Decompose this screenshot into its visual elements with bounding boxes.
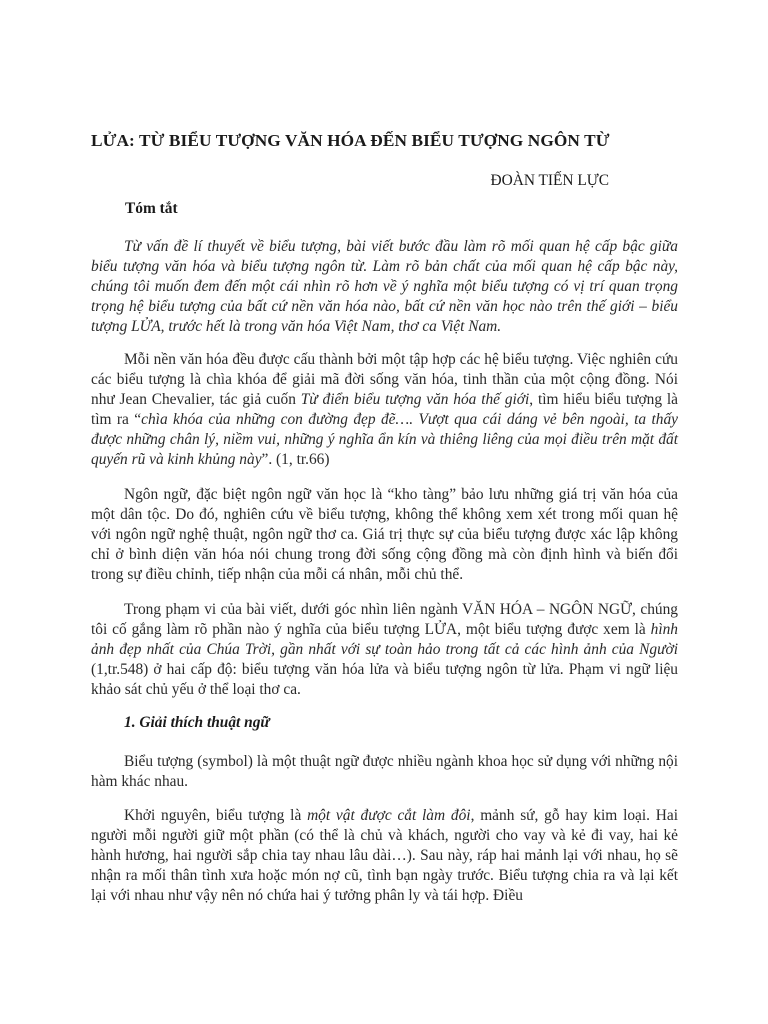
section-heading: 1. Giải thích thuật ngữ — [124, 714, 270, 731]
abstract-paragraph: Từ vấn đề lí thuyết về biểu tượng, bài viết bước đầu làm rõ mối quan hệ cấp bậc giữa biểu tượng văn hóa và biểu tượng ngôn từ. Làm rõ bản chất của mối quan hệ cấp bậc này, chúng tôi muốn đem đến một cái nhìn rõ hơn về ý nghĩa một biểu tượng có vị trí quan trọng trọng hệ biểu tượng của bất cứ nền văn hóa nào, bất cứ nền văn học nào trên thế giới – biểu tượng LỬA, trước hết là trong văn hóa Việt Nam, thơ ca Việt Nam. — [91, 238, 678, 335]
section-paragraph-2 — [91, 806, 678, 906]
intro-paragraph-1 — [91, 350, 678, 470]
citation: ”. (1, tr.66) — [261, 451, 330, 468]
quotation: chìa khóa của những con đường đẹp đẽ…. Vượt qua cái dáng vẻ bên ngoài, ta thấy được những chân lý, niềm vui, những ý nghĩa ẩn kín và thiêng liêng của mọi điều trên mặt đất quyến rũ và kinh khủng này — [91, 411, 678, 468]
text-run: Mỗi nền văn hóa đều được cấu thành bởi một tập hợp các hệ biểu tượng. Việc nghiên cứu các biểu tượng là chìa khóa để giải mã đời sống văn hóa, tinh thần của một cộng đồng. Nói như Jean Chevalier, tác giả cuốn — [91, 351, 678, 408]
book-title: Từ điển biểu tượng văn hóa thế giới — [300, 391, 530, 408]
intro-paragraph-3 — [91, 600, 678, 700]
emphasis: một vật được cắt làm đôi — [307, 807, 471, 824]
section-paragraph-1: Biểu tượng (symbol) là một thuật ngữ được nhiều ngành khoa học sử dụng với những nội hàm khác nhau. — [91, 753, 678, 790]
text-run: Khởi nguyên, biểu tượng là — [124, 807, 308, 824]
author-name: ĐOÀN TIẾN LỰC — [490, 172, 609, 189]
text-run: (1,tr.548) ở hai cấp độ: biểu tượng văn hóa lửa và biểu tượng ngôn từ lửa. Phạm vi ngữ liệu khảo sát chủ yếu ở thể loại thơ ca. — [91, 661, 678, 698]
article-title: LỬA: TỪ BIỂU TƯỢNG VĂN HÓA ĐẾN BIỂU TƯỢNG NGÔN TỪ — [91, 131, 610, 150]
intro-paragraph-2: Ngôn ngữ, đặc biệt ngôn ngữ văn học là “kho tàng” bảo lưu những giá trị văn hóa của một dân tộc. Do đó, nghiên cứu về biểu tượng, không thể không xem xét trong mối quan hệ với ngôn ngữ nghệ thuật, ngôn ngữ thơ ca. Giá trị thực sự của biểu tượng được xác lập không chỉ ở bình diện văn hóa nói chung trong đời sống cộng đồng mà còn định hình và biến đổi trong sự điều chỉnh, tiếp nhận của mỗi cá nhân, mỗi chủ thể. — [91, 486, 678, 583]
abstract-heading: Tóm tắt — [125, 200, 178, 217]
text-run: , mảnh sứ, gỗ hay kim loại. Hai người mỗi người giữ một phần (có thể là chủ và khách, người cho vay và kẻ đi vay, hai kẻ hành hương, hai người sắp chia tay nhau lâu dài…). Sau này, ráp hai mảnh lại với nhau, họ sẽ nhận ra mối thân tình xưa hoặc món nợ cũ, tình bạn ngày trước. Biểu tượng chia ra và lại kết lại với nhau như vậy nên nó chứa hai ý tưởng phân ly và tái hợp. Điều — [91, 807, 678, 904]
quotation: hình ảnh đẹp nhất của Chúa Trời, gần nhất với sự toàn hảo trong tất cả các hình ảnh của Người — [91, 621, 678, 658]
text-run: , tìm hiểu biểu tượng là tìm ra “ — [91, 391, 679, 428]
text-run: Trong phạm vi của bài viết, dưới góc nhìn liên ngành VĂN HÓA – NGÔN NGỮ, chúng tôi cố gắng làm rõ phần nào ý nghĩa của biểu tượng LỬA, một biểu tượng được xem là — [91, 601, 678, 638]
